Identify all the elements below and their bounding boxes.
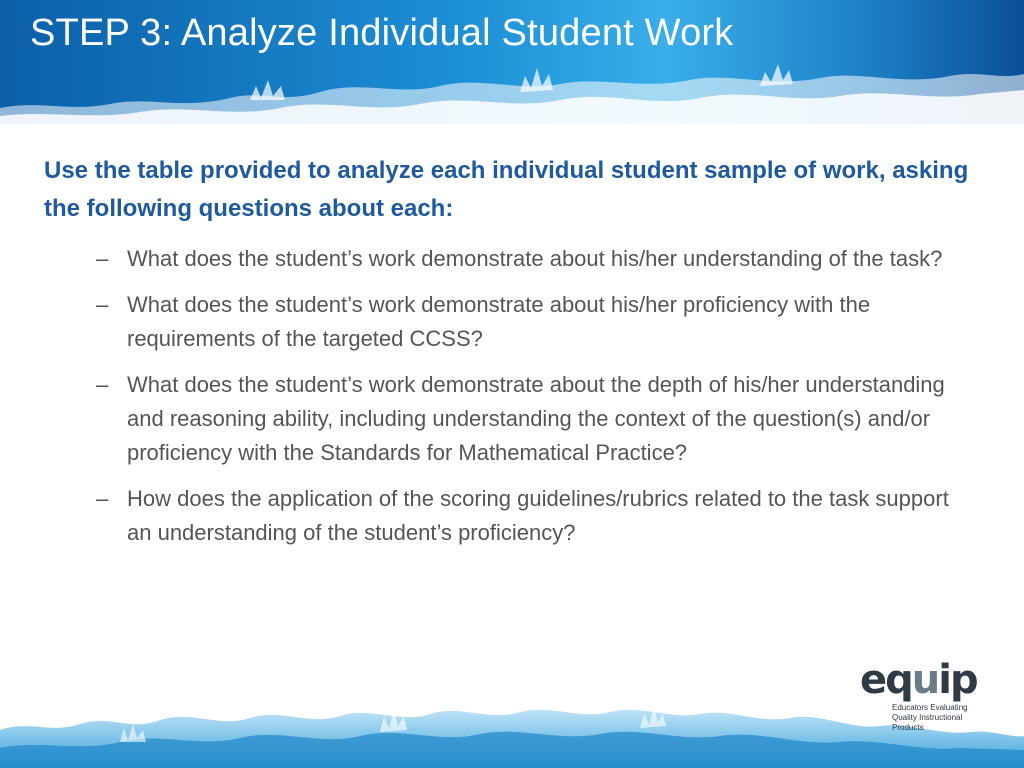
dash-bullet: –: [96, 486, 109, 511]
question-item: [44, 242, 974, 276]
dash-bullet: –: [96, 246, 109, 271]
intro-text: Use the table provided to analyze each individual student sample of work, asking the following questions about each:: [44, 157, 969, 222]
question-text: What does the student’s work demonstrate about the depth of his/her understanding and reasoning ability, including understanding the context of the question(s) and/or proficiency with the Standards for Mathematical Practice?: [127, 372, 945, 465]
equip-logo: [860, 657, 986, 732]
question-list: [44, 242, 974, 550]
dash-bullet: –: [96, 292, 109, 317]
dash-bullet: –: [96, 372, 109, 397]
logo-tagline: Educators Evaluating Quality Instructional Products: [892, 703, 968, 732]
slide-title: STEP 3: Analyze Individual Student Work: [30, 12, 734, 54]
question-item: [44, 482, 974, 550]
question-text: What does the student’s work demonstrate about his/her understanding of the task?: [127, 246, 943, 271]
question-item: [44, 368, 974, 470]
logo-wordmark: equip: [860, 657, 977, 703]
question-text: How does the application of the scoring guidelines/rubrics related to the task support an understanding of the student’s proficiency?: [127, 486, 949, 545]
header-banner: [0, 0, 1024, 124]
question-item: [44, 288, 974, 356]
slide-content: [44, 152, 974, 562]
question-text: What does the student’s work demonstrate about his/her proficiency with the requirements of the targeted CCSS?: [127, 292, 871, 351]
